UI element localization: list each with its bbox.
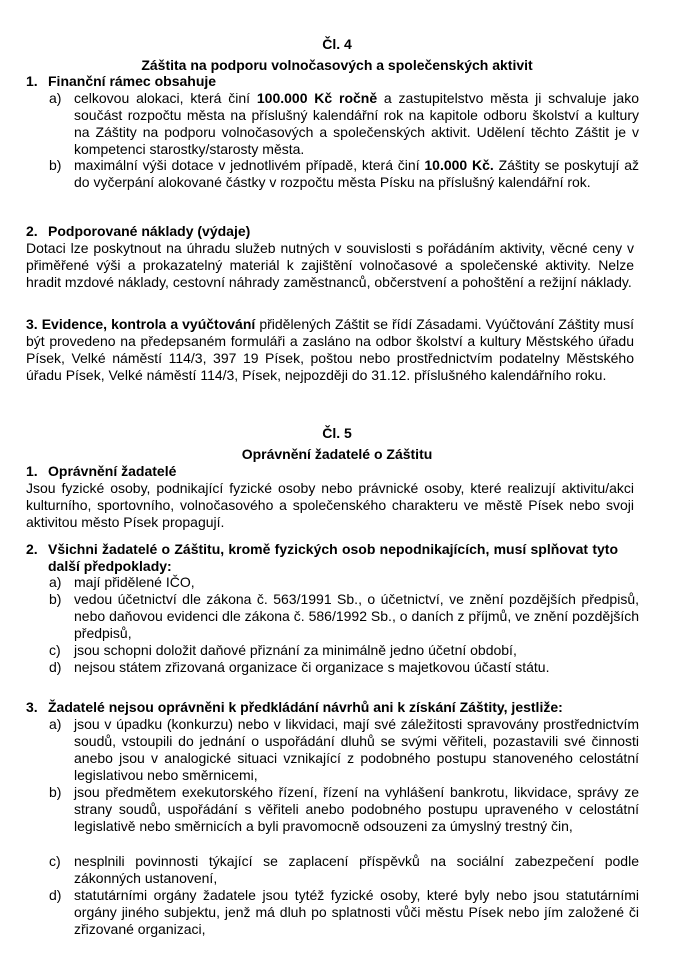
item-text: jsou předmětem exekutorského řízení, řízení na vyhlášení bankrotu, likvidace, správy ze strany soudů, uspořádání s věřiteli anebo podobného postupu upraveného v celostátní legislativě nebo směrnicích a byli pravomocně odsouzeni za úmyslný trestný čin, [74, 784, 639, 834]
section-4-1-heading [26, 73, 216, 90]
section-title: Žadatelé nejsou oprávněni k předkládání návrhů ani k získání Záštity, jestliže: [48, 699, 563, 715]
item-label: b) [49, 784, 62, 800]
section-5-1-text: Jsou fyzické osoby, podnikající fyzické osoby nebo právnické osoby, které realizují aktivitu/akci kulturního, sportovního, volnočasového a společenského charakteru ve městě Písek nebo svoji aktivitou město Písek propagují. [26, 480, 634, 530]
section-title: Podporované náklady (výdaje) [48, 223, 251, 239]
section-5-3-heading [26, 699, 563, 716]
section-number: 1. [26, 463, 38, 479]
list-item [49, 90, 639, 160]
item-text: jsou v úpadku (konkurzu) nebo v likvidaci, mají své záležitosti spravovány prostřednictvím soudů, vstoupili do jednání o uspořádání dluhů se svými věřiteli, pozastavili své činnosti anebo jsou v analogické situaci vznikající z podobného postupu stanoveného celostátní legislativou nebo směrnicemi, [74, 716, 639, 783]
item-label: a) [49, 716, 62, 732]
article-4-heading: Čl. 4 [322, 36, 352, 52]
item-text: celkovou alokaci, která činí 100.000 Kč ročně a zastupitelstvo města ji schvaluje jako součást rozpočtu města na příslušný kalendářní rok na kapitole odboru školství a kultury na Záštity na podporu volnočasových a společenských aktivit. Udělení těchto Záštit je v kompetenci starostky/starosty města. [74, 90, 639, 157]
item-label: c) [49, 853, 61, 869]
article-4-title: Záštita na podporu volnočasových a společenských aktivit [141, 57, 533, 73]
section-number: 3. [26, 699, 38, 715]
item-label: d) [49, 887, 62, 903]
section-number: 2. [26, 541, 38, 557]
section-number: 2. [26, 223, 38, 239]
section-title: Finanční rámec obsahuje [48, 73, 217, 89]
item-text: vedou účetnictví dle zákona č. 563/1991 Sb., o účetnictví, ve znění pozdějších předpisů, nebo daňovou evidenci dle zákona č. 586/1992 Sb., o daních z příjmů, ve znění pozdějších předpisů, [74, 591, 639, 641]
section-5-2-heading [26, 541, 616, 575]
section-number: 1. [26, 73, 38, 89]
item-text: maximální výši dotace v jednotlivém případě, která činí 10.000 Kč. Záštity se poskytují až do vyčerpání alokované částky v rozpočtu města Písku na příslušný kalendářní rok. [74, 157, 639, 190]
article-5-heading: Čl. 5 [322, 425, 352, 441]
section-4-2-text: Dotaci lze poskytnout na úhradu služeb nutných v souvislosti s pořádáním aktivity, věcné ceny v přiměřené výši a prokazatelný materiál k zajištění volnočasové a společenské aktivity. Nelze hradit mzdové náklady, cestovní náhrady zaměstnanců, občerstvení a pohoštění a režijní náklady. [26, 240, 634, 290]
section-5-1-heading [26, 463, 176, 480]
section-4-2-heading [26, 223, 250, 240]
item-label: a) [49, 90, 62, 106]
item-text: nejsou státem zřizovaná organizace či organizace s majetkovou účastí státu. [74, 659, 550, 675]
item-text: statutárními orgány žadatele jsou tytéž fyzické osoby, které byly nebo jsou statutárními orgány jiného subjektu, jenž má dluh po splatnosti vůči městu Písek nebo jím založené či zřizované organizaci, [74, 887, 639, 937]
allocation-amount: 100.000 Kč ročně [256, 90, 378, 106]
item-label: b) [49, 591, 62, 607]
section-4-3-text: 3. Evidence, kontrola a vyúčtování přidělených Záštit se řídí Zásadami. Vyúčtování Záštity musí být provedeno na předepsaném formuláři a zasláno na odbor školství a kultury Městského úřadu Písek, Velké náměstí 114/3, 397 19 Písek, poštou nebo prostřednictvím podatelny Městského úřadu Písek, Velké náměstí 114/3, Písek, nejpozději do 31.12. příslušného kalendářního roku. [26, 316, 634, 383]
section-title: Oprávnění žadatelé [48, 463, 177, 479]
item-text: jsou schopni doložit daňové přiznání za minimálně jedno účetní období, [74, 642, 517, 658]
item-text: nesplnili povinnosti týkající se zaplacení příspěvků na sociální zabezpečení podle zákonných ustanovení, [74, 853, 639, 886]
item-label: d) [49, 659, 62, 675]
item-label: a) [49, 574, 62, 590]
item-label: c) [49, 642, 61, 658]
section-title: Všichni žadatelé o Záštitu, kromě fyzických osob nepodnikajících, musí splňovat tyto další předpoklady: [48, 541, 618, 574]
section-4-3-title: 3. Evidence, kontrola a vyúčtování [26, 316, 256, 332]
item-label: b) [49, 157, 62, 173]
item-text: mají přidělené IČO, [74, 574, 195, 590]
list-item [49, 157, 639, 209]
article-5-title: Oprávnění žadatelé o Záštitu [241, 446, 433, 462]
max-amount: 10.000 Kč. [424, 157, 494, 173]
